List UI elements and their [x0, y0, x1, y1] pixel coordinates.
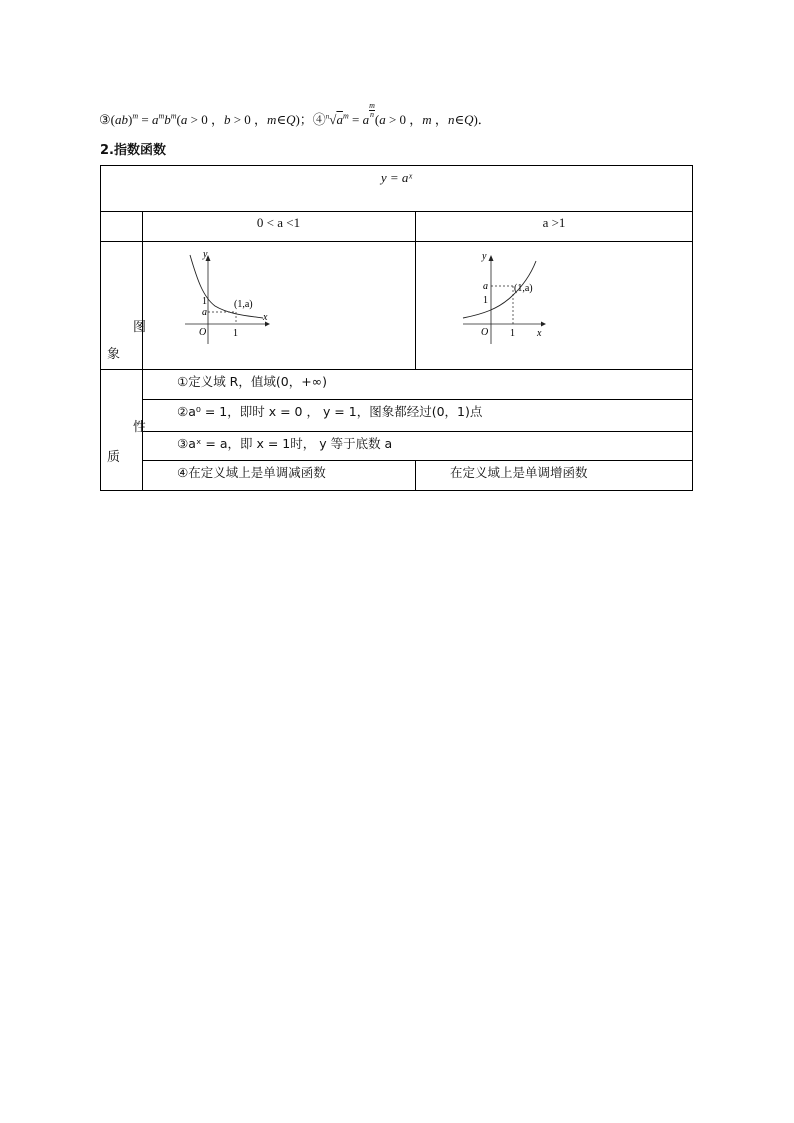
formula-part: n	[447, 112, 455, 127]
formula-part: )；④	[295, 112, 326, 127]
formula-part: (	[176, 112, 181, 127]
table-rule	[415, 460, 416, 491]
formula-part: ∈	[454, 112, 465, 127]
table-rule	[100, 241, 693, 242]
formula-exponent: m	[342, 111, 349, 121]
section-title: 2.指数函数	[100, 143, 166, 158]
column-header-decreasing: 0 < a <1	[256, 215, 301, 230]
table-border	[692, 165, 693, 491]
table-rule	[142, 460, 693, 461]
table-rule	[142, 431, 693, 432]
point-label: (1,a)	[234, 299, 253, 310]
formula-line	[99, 102, 491, 128]
formula-part: ③(	[99, 112, 115, 127]
formula-part: =	[348, 112, 363, 127]
property-increasing: 在定义域上是单调增函数	[450, 465, 588, 480]
formula-part: b	[223, 112, 231, 127]
a-label: a	[483, 281, 488, 292]
formula-part: a	[379, 112, 386, 127]
formula-part: )．	[473, 112, 491, 127]
property-passes-point: ②a⁰ = 1，即时 x = 0 ， y = 1，图象都经过(0，1)点	[177, 404, 483, 419]
a-label: a	[202, 307, 207, 318]
property-decreasing: ④在定义域上是单调减函数	[177, 465, 326, 480]
formula-part: =	[138, 112, 152, 127]
y-one-label: 1	[202, 296, 207, 307]
formula-part: (	[374, 112, 380, 127]
x-label: x	[537, 328, 542, 339]
table-rule	[415, 211, 416, 370]
point-label: (1,a)	[514, 283, 533, 294]
y-label: y	[203, 249, 208, 260]
graph-increasing-svg	[453, 249, 563, 349]
origin-label: O	[481, 327, 489, 338]
formula-part: m	[422, 112, 432, 127]
y-label: y	[482, 251, 487, 262]
formula-part: ab	[114, 112, 128, 127]
formula-root-sign: √	[329, 112, 337, 127]
table-rule	[100, 369, 693, 370]
table-border	[100, 165, 693, 166]
formula-exponent: m	[132, 111, 139, 121]
x-one-label: 1	[510, 328, 515, 339]
x-label: x	[263, 312, 268, 323]
formula-part: a	[151, 112, 159, 127]
column-header-increasing: a >1	[542, 215, 566, 230]
formula-part: > 0 ，	[187, 112, 224, 127]
graph-decreasing-svg	[175, 249, 285, 349]
fraction-denominator: n	[369, 110, 374, 119]
y-arrow-icon	[489, 255, 494, 261]
formula-part: a	[180, 112, 188, 127]
formula-part: Q	[464, 112, 474, 127]
table-rule	[142, 399, 693, 400]
formula-part: > 0 ，	[385, 112, 423, 127]
fraction-numerator: m	[369, 101, 375, 110]
x-arrow-icon	[541, 322, 546, 327]
graph-decreasing	[175, 249, 285, 349]
formula-part: a	[362, 112, 370, 127]
formula-part: )	[127, 112, 133, 127]
property-base-value: ③aˣ = a，即 x = 1时， y 等于底数 a	[177, 436, 393, 451]
formula-part: Q	[286, 112, 296, 127]
graph-increasing	[453, 249, 563, 349]
table-border	[100, 490, 693, 491]
formula-root-index: n	[325, 112, 330, 121]
table-rule	[142, 211, 143, 491]
x-one-label: 1	[233, 328, 238, 339]
graph-row-label: 象	[107, 347, 121, 362]
y-one-label: 1	[483, 295, 488, 306]
header-function: y = aˣ	[380, 170, 413, 185]
origin-label: O	[199, 327, 207, 338]
formula-exponent: m	[170, 111, 177, 121]
exponential-function-table	[100, 165, 693, 491]
table-border	[100, 165, 101, 491]
formula-part: > 0 ，	[230, 112, 268, 127]
formula-part: m	[267, 112, 277, 127]
property-domain-range: ①定义域 R，值域(0，+∞)	[177, 374, 327, 389]
formula-part: a	[336, 112, 343, 127]
formula-exponent: m	[158, 111, 165, 121]
property-row-label: 质	[107, 450, 121, 465]
formula-part: b	[164, 112, 171, 127]
graph-row-label: 图	[133, 320, 147, 335]
property-row-label: 性	[133, 420, 147, 435]
formula-part: ，	[431, 112, 448, 127]
table-rule	[100, 211, 693, 212]
formula-part: ∈	[276, 112, 287, 127]
